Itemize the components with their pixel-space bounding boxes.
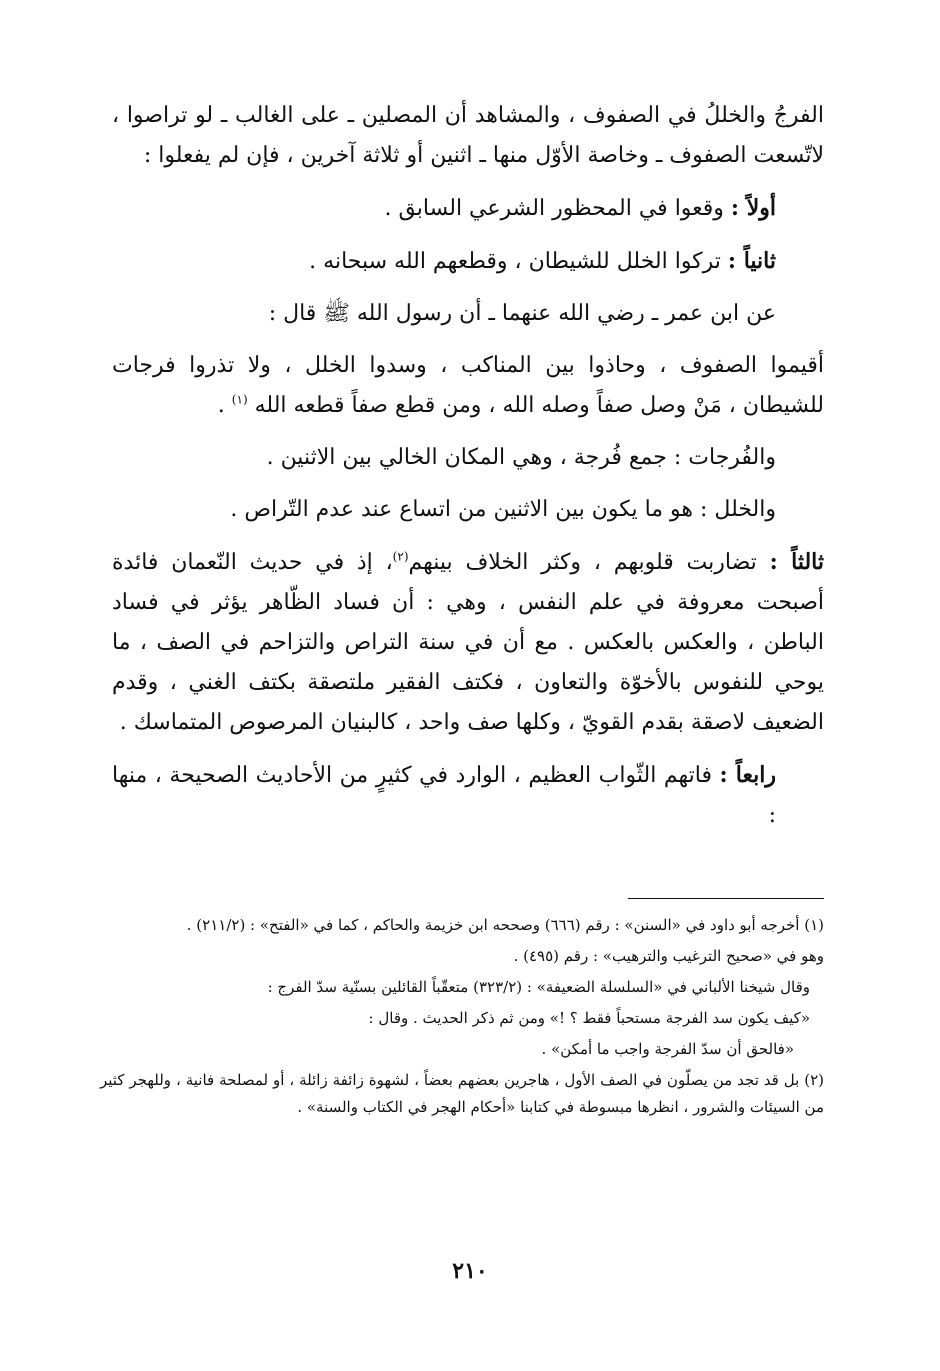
keyword-third: ثالثاً : [769, 549, 825, 575]
paragraph-fourth [112, 755, 824, 836]
hadith-end: . [217, 393, 232, 418]
footnote-1-quote-2: «فالحق أن سدّ الفرجة واجب ما أمكن» . [541, 1040, 794, 1058]
paragraph-intro: الفرجُ والخللُ في الصفوف ، والمشاهد أن المصلين ـ على الغالب ـ لو تراصوا ، لاتّسعت الصفوف ـ وخاصة الأوّل منها ـ اثنين أو ثلاثة آخرين ، فإن لم يفعلوا : [112, 103, 824, 168]
keyword-first: أولاً : [730, 195, 776, 221]
paragraph-third [112, 542, 824, 743]
paragraph-fourth-text: فاتهم الثّواب العظيم ، الوارد في كثيرٍ من الأحاديث الصحيحة ، منها : [112, 763, 776, 828]
keyword-second: ثانياً : [727, 248, 776, 274]
footnote-1-line-2: وهو في «صحيح الترغيب والترهيب» : رقم (٤٩٥) . [513, 947, 824, 965]
footnotes [100, 912, 824, 1125]
footnote-1-quote-1: «كيف يكون سد الفرجة مستحباً فقط ؟ !» ومن ثم ذكر الحديث . وقال : [368, 1009, 810, 1027]
footnote-ref-1[interactable]: (١) [231, 392, 248, 407]
paragraph-khalal: والخلل : هو ما يكون بين الاثنين من اتساع عند عدم التّراص . [230, 497, 776, 522]
main-text [112, 96, 824, 848]
keyword-fourth: رابعاً : [719, 762, 776, 788]
paragraph-second-text: تركوا الخلل للشيطان ، وقطعهم الله سبحانه . [309, 249, 728, 274]
paragraph-first-text: وقعوا في المحظور الشرعي السابق . [384, 196, 731, 221]
paragraph-furjat: والفُرجات : جمع فُرجة ، وهي المكان الخالي بين الاثنين . [266, 445, 776, 470]
paragraph-third-text-a: تضاربت قلوبهم ، وكثر الخلاف بينهم [408, 550, 770, 575]
footnote-1: (١) أخرجه أبو داود في «السنن» : رقم (٦٦٦) وصححه ابن خزيمة والحاكم ، كما في «الفتح» : (٢١١/٢) . [186, 916, 824, 934]
paragraph-second [112, 241, 824, 282]
hadith-text: أقيموا الصفوف ، وحاذوا بين المناكب ، وسدوا الخلل ، ولا تذروا فرجات للشيطان ، مَنْ وصل صفاً وصله الله ، ومن قطع صفاً قطعه الله [112, 353, 824, 418]
footnote-separator [628, 898, 824, 899]
footnote-1-line-3: وقال شيخنا الألباني في «السلسلة الضعيفة» : (٣٢٣/٢) متعقّباً القائلين بسنّية سدّ الفرج : [267, 978, 810, 996]
page-number: ٢١٠ [452, 1258, 488, 1284]
footnote-ref-2[interactable]: (٢) [392, 549, 409, 564]
paragraph-first [112, 188, 824, 229]
paragraph-hadith [112, 346, 824, 426]
footnote-2: (٢) بل قد تجد من يصلّون في الصف الأول ، هاجرين بعضهم بعضاً ، لشهوة زائفة زائلة ، أو لمصلحة فانية ، وللهجر كثير من السيئات والشرور ، انظرها مبسوطة في كتابنا «أحكام الهجر في الكتاب والسنة» . [100, 1071, 824, 1116]
paragraph-hadith-intro: عن ابن عمر ـ رضي الله عنهما ـ أن رسول الله ﷺ قال : [268, 301, 776, 326]
paragraph-third-text-b: ، إذ في حديث النّعمان فائدة أصبحت معروفة في علم النفس ، وهي : أن فساد الظّاهر يؤثر في فساد الباطن ، والعكس بالعكس . مع أن في سنة التراص والتزاحم في الصف ، ما يوحي للنفوس بالأخوّة والتعاون ، فكتف الفقير ملتصقة بكتف الغني ، وقدم الضعيف لاصقة بقدم القويّ ، وكلها صف واحد ، كالبنيان المرصوص المتماسك . [112, 550, 824, 735]
